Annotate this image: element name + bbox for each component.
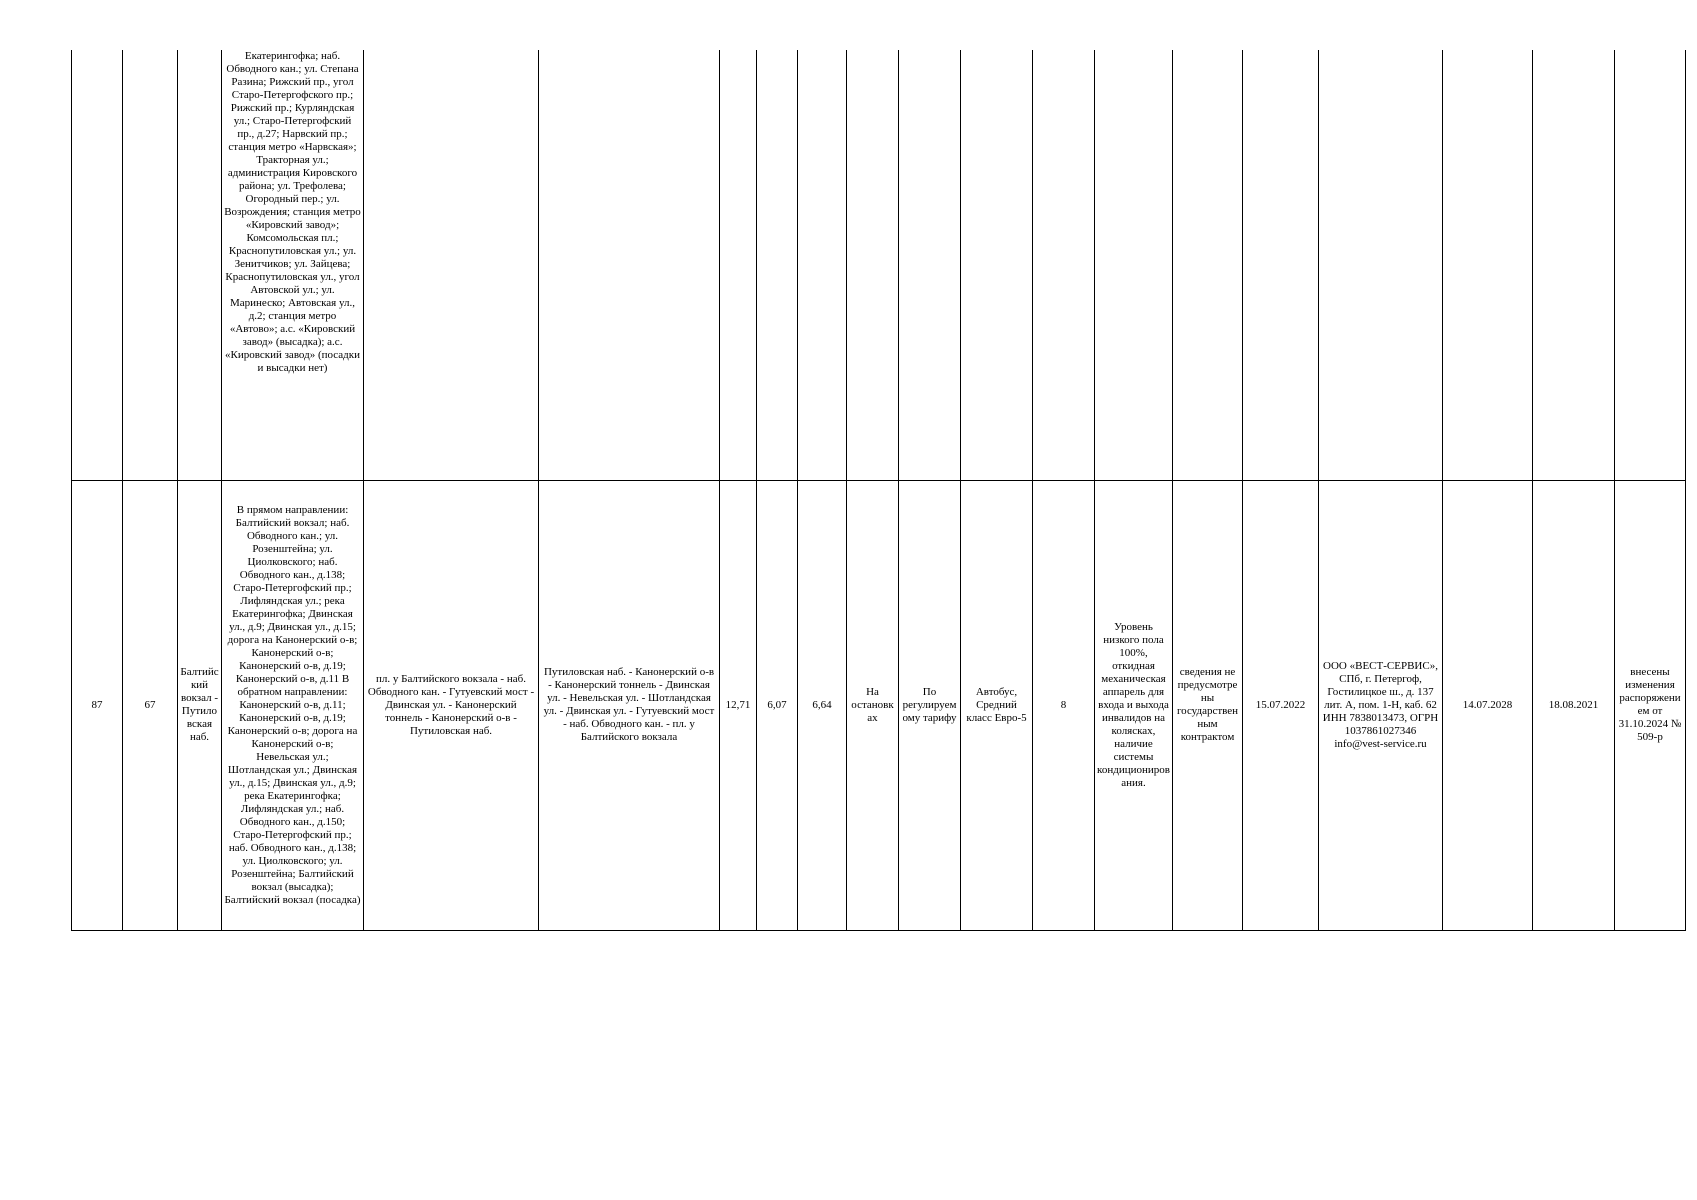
length-forward-cell: 6,07 (757, 480, 798, 930)
route-number-cell (72, 50, 123, 480)
route-name-cell (178, 50, 222, 480)
boarding-cell (847, 50, 899, 480)
carrier-cell (1319, 50, 1443, 480)
route-number-cell: 87 (72, 480, 123, 930)
streets-backward-cell (539, 50, 720, 480)
notes-cell (1615, 50, 1686, 480)
length-total-cell (720, 50, 757, 480)
route-name-cell: Балтийский вокзал - Путиловская наб. (178, 480, 222, 930)
length-backward-cell (798, 50, 847, 480)
stops-cell: Екатерингофка; наб. Обводного кан.; ул. Степана Разина; Рижский пр., угол Старо-Петергофского пр.; Рижский пр.; Курляндская ул.; Старо-Петергофский пр., д.27; Нарвский пр.; станция метро «Нарвская»; Тракторная ул.; администрация Кировского района; ул. Трефолева; Огородный пер.; ул. Возрождения; станция метро «Кировский завод»; Комсомольская пл.; Краснопутиловская ул.; ул. Зенитчиков; ул. Зайцева; Краснопутиловская ул., угол Автовской ул.; ул. Маринеско; Автовская ул., д.2; станция метро «Автово»; а.с. «Кировский завод» (высадка); а.с. «Кировский завод» (посадки и высадки нет) (222, 50, 364, 480)
table-row (72, 480, 1686, 930)
length-forward-cell (757, 50, 798, 480)
end-date-cell: 14.07.2028 (1443, 480, 1533, 930)
change-date-cell: 18.08.2021 (1533, 480, 1615, 930)
start-date-cell (1243, 50, 1319, 480)
end-date-cell (1443, 50, 1533, 480)
tariff-cell (899, 50, 961, 480)
carrier-cell: ООО «ВЕСТ-СЕРВИС», СПб, г. Петергоф, Гостилицкое ш., д. 137 лит. А, пом. 1-Н, каб. 62 ИНН 7838013473, ОГРН 1037861027346 info@vest-service.ru (1319, 480, 1443, 930)
contract-info-cell (1173, 50, 1243, 480)
stops-cell: В прямом направлении: Балтийский вокзал; наб. Обводного кан.; ул. Розенштейна; ул. Циолковского; наб. Обводного кан., д.138; Старо-Петергофский пр.; Лифляндская ул.; река Екатерингофка; Двинская ул., д.9; Двинская ул., д.15; дорога на Канонерский о-в; Канонерский о-в; Канонерский о-в, д.19; Канонерский о-в, д.11 В обратном направлении: Канонерский о-в, д.11; Канонерский о-в, д.19; Канонерский о-в; дорога на Канонерский о-в; Невельская ул.; Шотландская ул.; Двинская ул., д.15; Двинская ул., д.9; река Екатерингофка; Лифляндская ул.; наб. Обводного кан., д.150; Старо-Петергофский пр.; наб. Обводного кан., д.138; ул. Циолковского; ул. Розенштейна; Балтийский вокзал (высадка); Балтийский вокзал (посадка) (222, 480, 364, 930)
characteristics-cell (1095, 50, 1173, 480)
vehicle-cell: Автобус, Средний класс Евро-5 (961, 480, 1033, 930)
contract-info-cell: сведения не предусмотрены государственным контрактом (1173, 480, 1243, 930)
length-total-cell: 12,71 (720, 480, 757, 930)
streets-backward-cell: Путиловская наб. - Канонерский о-в - Канонерский тоннель - Двинская ул. - Невельская ул. - Шотландская ул. - Двинская ул. - Гутуевский мост - наб. Обводного кан. - пл. у Балтийского вокзала (539, 480, 720, 930)
table-row (72, 50, 1686, 480)
streets-forward-cell (364, 50, 539, 480)
notes-cell: внесены изменения распоряжением от 31.10.2024 № 509-р (1615, 480, 1686, 930)
tariff-cell: По регулируемому тарифу (899, 480, 961, 930)
change-date-cell (1533, 50, 1615, 480)
registration-number-cell: 67 (123, 480, 178, 930)
max-count-cell: 8 (1033, 480, 1095, 930)
registration-number-cell (123, 50, 178, 480)
vehicle-cell (961, 50, 1033, 480)
characteristics-cell: Уровень низкого пола 100%, откидная механическая аппарель для входа и выхода инвалидов на колясках, наличие системы кондиционирования. (1095, 480, 1173, 930)
boarding-cell: На остановках (847, 480, 899, 930)
length-backward-cell: 6,64 (798, 480, 847, 930)
start-date-cell: 15.07.2022 (1243, 480, 1319, 930)
route-registry-table (71, 50, 1686, 931)
max-count-cell (1033, 50, 1095, 480)
streets-forward-cell: пл. у Балтийского вокзала - наб. Обводного кан. - Гутуевский мост - Двинская ул. - Канонерский тоннель - Канонерский о-в - Путиловская наб. (364, 480, 539, 930)
